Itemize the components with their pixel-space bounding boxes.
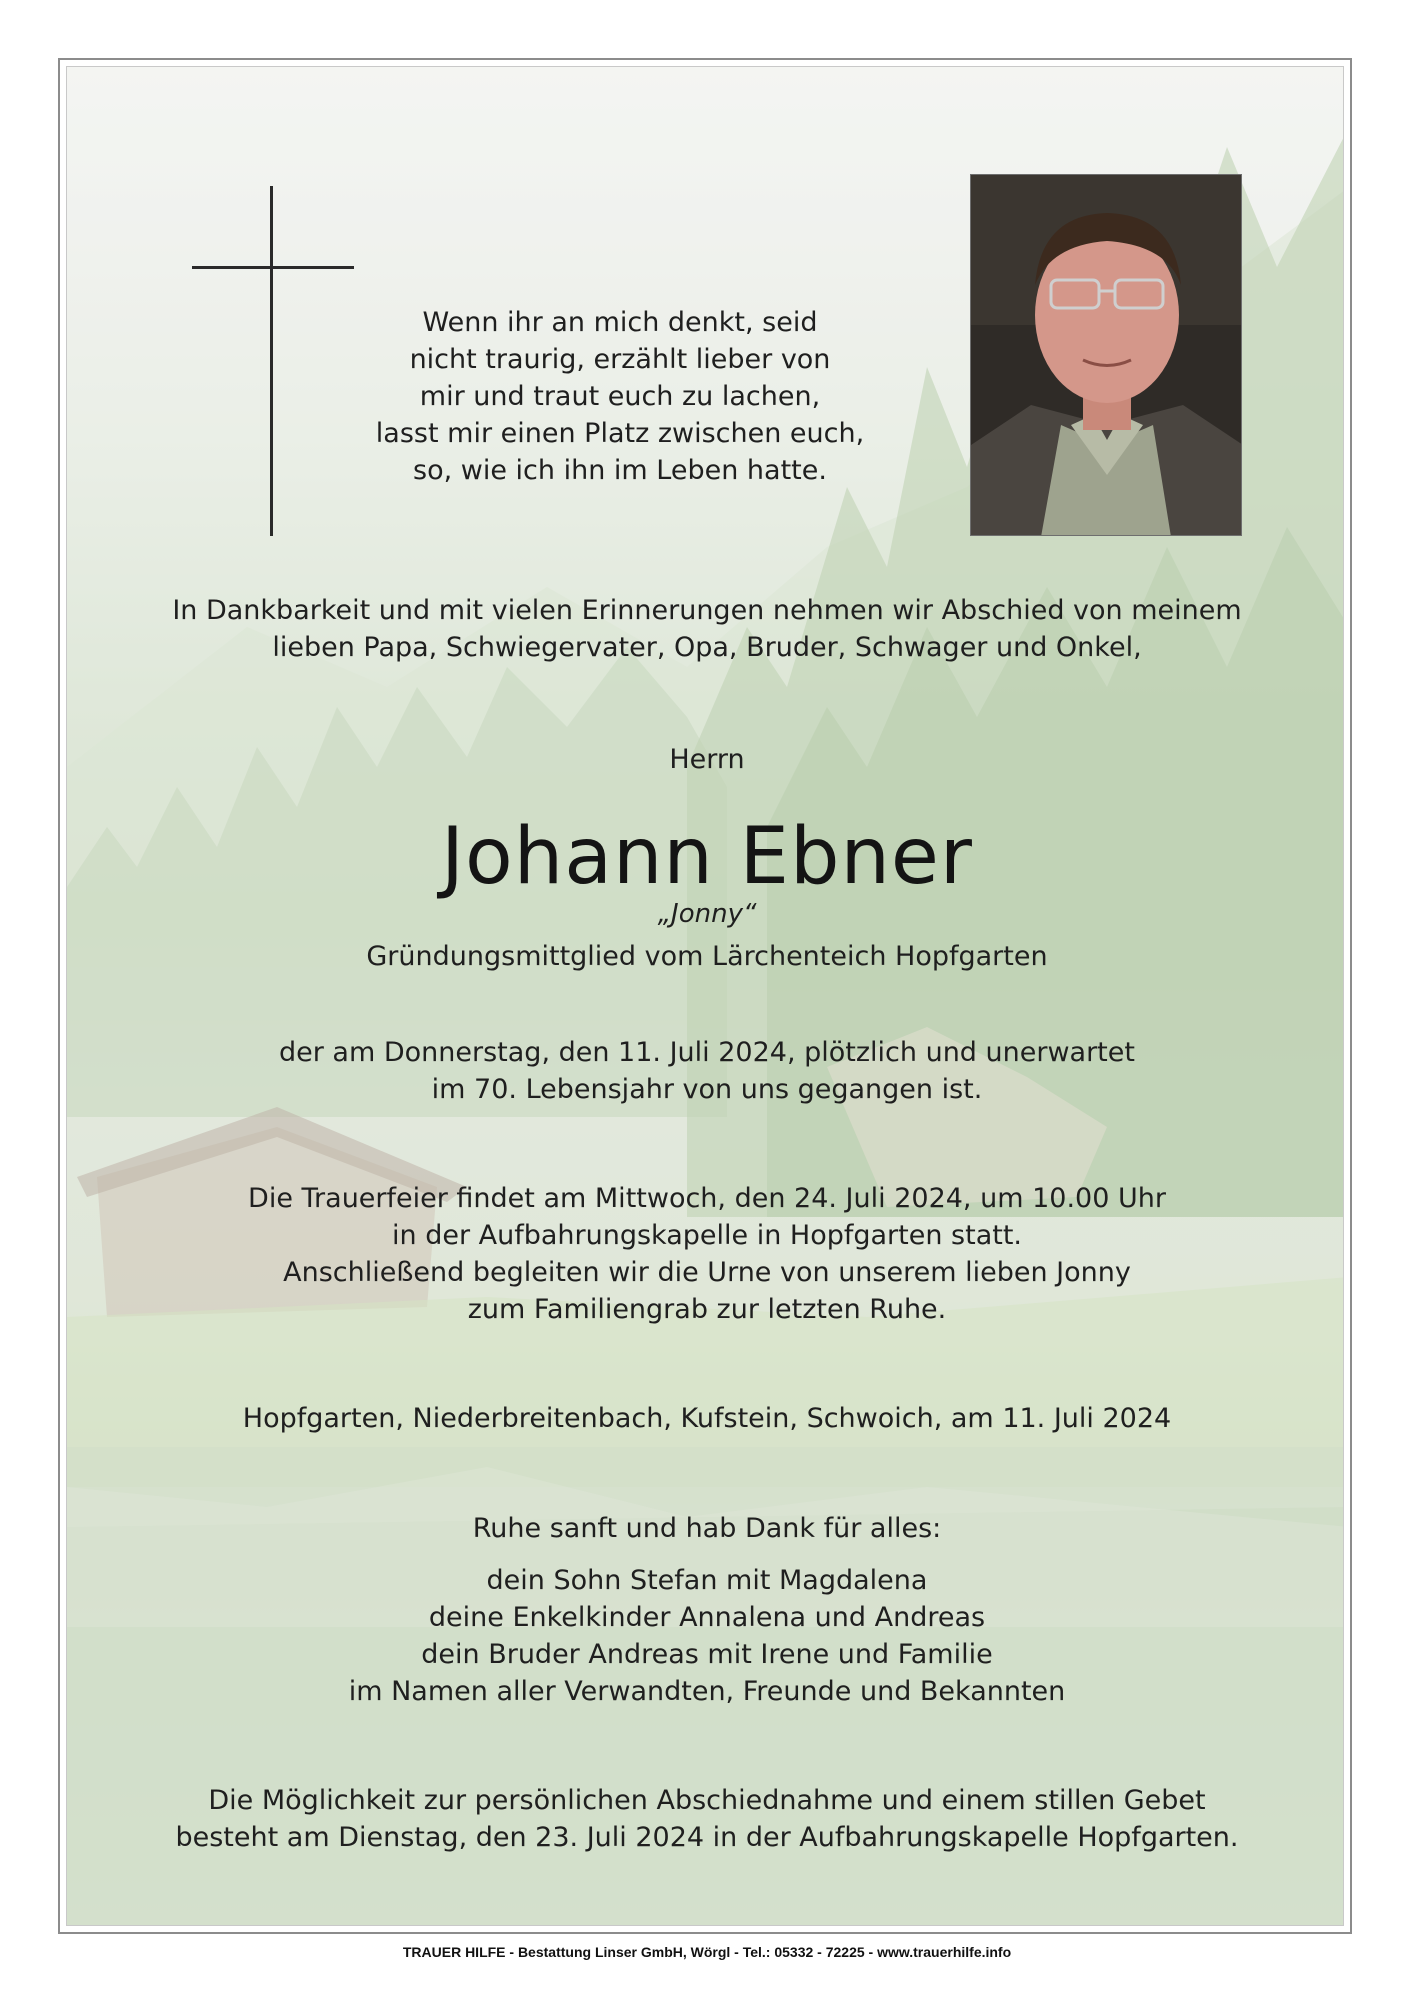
funeral-line: zum Familiengrab zur letzten Ruhe. xyxy=(467,1294,947,1325)
portrait-photo xyxy=(970,174,1242,536)
verse-line: lasst mir einen Platz zwischen euch, xyxy=(375,418,865,449)
farewell-line: Ruhe sanft und hab Dank für alles: xyxy=(472,1513,942,1544)
funeral-line: in der Aufbahrungskapelle in Hopfgarten statt. xyxy=(392,1220,1022,1251)
deceased-name: Johann Ebner xyxy=(441,812,973,902)
memorial-verse xyxy=(350,304,890,489)
funeral-info xyxy=(0,1180,1414,1328)
footer-imprint: TRAUER HILFE - Bestattung Linser GmbH, Wörgl - Tel.: 05332 - 72225 - www.trauerhilfe.info xyxy=(402,1944,1012,1960)
mourner-line: im Namen aller Verwandten, Freunde und Bekannten xyxy=(348,1676,1066,1707)
cross-icon-horizontal-bar xyxy=(192,266,354,269)
viewing-info xyxy=(0,1782,1414,1856)
intro-text xyxy=(0,592,1414,666)
cross-icon-vertical-bar xyxy=(270,186,273,536)
viewing-line: Die Möglichkeit zur persönlichen Abschiednahme und einem stillen Gebet xyxy=(208,1785,1206,1816)
intro-line: lieben Papa, Schwiegervater, Opa, Bruder, Schwager und Onkel, xyxy=(272,632,1142,663)
funeral-line: Die Trauerfeier findet am Mittwoch, den 24. Juli 2024, um 10.00 Uhr xyxy=(248,1183,1166,1214)
verse-line: mir und traut euch zu lachen, xyxy=(419,381,821,412)
death-line: der am Donnerstag, den 11. Juli 2024, plötzlich und unerwartet xyxy=(279,1037,1135,1068)
mourner-line: dein Sohn Stefan mit Magdalena xyxy=(486,1565,928,1596)
place-and-date: Hopfgarten, Niederbreitenbach, Kufstein, Schwoich, am 11. Juli 2024 xyxy=(242,1403,1172,1434)
verse-line: Wenn ihr an mich denkt, seid xyxy=(422,307,818,338)
mourner-line: dein Bruder Andreas mit Irene und Familie xyxy=(421,1639,993,1670)
verse-line: nicht traurig, erzählt lieber von xyxy=(409,344,831,375)
intro-line: In Dankbarkeit und mit vielen Erinnerungen nehmen wir Abschied von meinem xyxy=(172,595,1242,626)
salutation: Herrn xyxy=(669,744,745,775)
verse-line: so, wie ich ihn im Leben hatte. xyxy=(413,455,827,486)
mourner-line: deine Enkelkinder Annalena und Andreas xyxy=(428,1602,986,1633)
role-text: Gründungsmittglied vom Lärchenteich Hopfgarten xyxy=(366,941,1048,972)
death-notice xyxy=(0,1034,1414,1108)
death-line: im 70. Lebensjahr von uns gegangen ist. xyxy=(431,1074,983,1105)
nickname: „Jonny“ xyxy=(657,899,757,929)
mourners-list xyxy=(0,1562,1414,1710)
viewing-line: besteht am Dienstag, den 23. Juli 2024 in der Aufbahrungskapelle Hopfgarten. xyxy=(175,1822,1239,1853)
funeral-line: Anschließend begleiten wir die Urne von unserem lieben Jonny xyxy=(283,1257,1131,1288)
